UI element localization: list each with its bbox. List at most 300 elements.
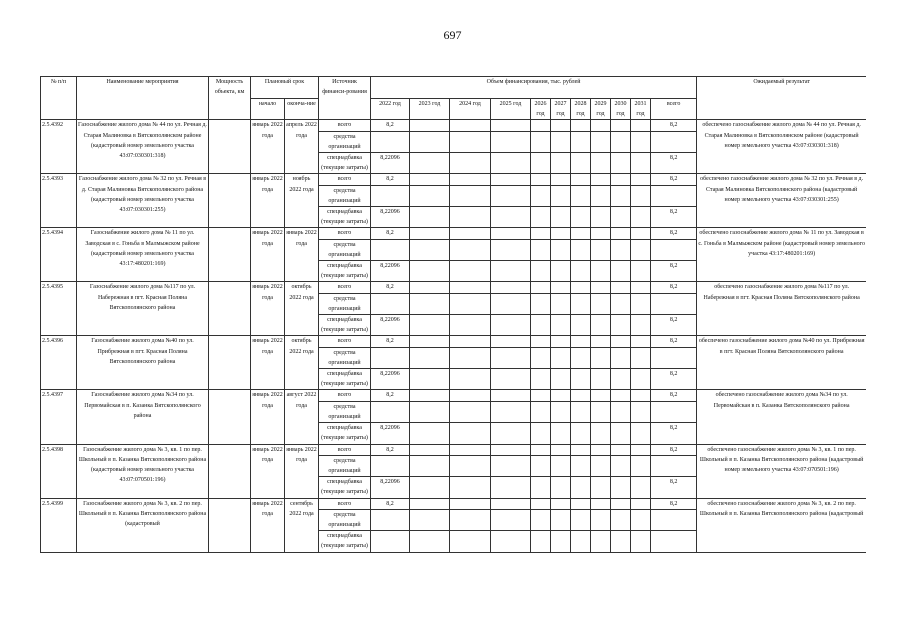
header-volume: Объем финансирования, тыс. рублей	[371, 77, 697, 99]
value-2022: 8,2	[371, 336, 410, 347]
source-org: средства организаций	[319, 509, 371, 530]
row-power	[209, 120, 251, 174]
row-power	[209, 228, 251, 282]
empty-cell	[591, 369, 611, 390]
empty-cell	[531, 401, 551, 422]
source-special: спецнадбавка (текущие затраты)	[319, 207, 371, 228]
value-2022: 8,22096	[371, 369, 410, 390]
empty-cell	[631, 131, 651, 152]
row-result: обеспечено газоснабжение жилого дома № 44 по ул. Речная д. Старая Малиновка в Вятскополянском районе (кадастровый номер земельного участка 43:07:030301:318)	[697, 120, 866, 174]
empty-cell	[410, 347, 450, 368]
empty-cell	[450, 336, 491, 347]
empty-cell	[531, 509, 551, 530]
row-power	[209, 390, 251, 444]
empty-cell	[571, 207, 591, 228]
empty-cell	[450, 455, 491, 476]
table-row	[41, 174, 867, 185]
empty-cell	[551, 498, 571, 509]
value-2022: 8,22096	[371, 207, 410, 228]
empty-cell	[531, 444, 551, 455]
empty-cell	[410, 185, 450, 206]
page-number: 697	[443, 28, 462, 42]
empty-cell	[551, 207, 571, 228]
empty-cell	[551, 261, 571, 282]
empty-cell	[371, 347, 410, 368]
header-year: 2031 год	[631, 99, 651, 120]
value-sum: 8,2	[651, 390, 697, 401]
empty-cell	[450, 185, 491, 206]
empty-cell	[551, 282, 571, 293]
empty-cell	[631, 531, 651, 552]
source-special: спецнадбавка (текущие затраты)	[319, 531, 371, 552]
empty-cell	[450, 207, 491, 228]
row-name: Газоснабжение жилого дома №40 по ул. Прибрежная в пгт. Красная Поляна Вятскополянского района	[77, 336, 209, 390]
empty-cell	[491, 444, 531, 455]
row-result: обеспечено газоснабжение жилого дома №40 по ул. Прибрежная в пгт. Красная Поляна Вятскополянского района	[697, 336, 866, 390]
empty-cell	[571, 477, 591, 498]
empty-cell	[551, 336, 571, 347]
empty-cell	[591, 261, 611, 282]
header-start: начало	[251, 99, 285, 120]
source-total: всего	[319, 336, 371, 347]
empty-cell	[531, 185, 551, 206]
empty-cell	[450, 401, 491, 422]
empty-cell	[611, 228, 631, 239]
row-end: ноябрь 2022 года	[285, 174, 319, 228]
empty-cell	[531, 174, 551, 185]
row-start: январь 2022 года	[251, 120, 285, 174]
row-power	[209, 498, 251, 552]
row-start: январь 2022 года	[251, 498, 285, 552]
empty-cell	[410, 401, 450, 422]
value-2022: 8,2	[371, 498, 410, 509]
value-sum: 8,2	[651, 228, 697, 239]
value-2022: 8,2	[371, 228, 410, 239]
empty-cell	[591, 207, 611, 228]
source-org: средства организаций	[319, 347, 371, 368]
empty-cell	[410, 239, 450, 260]
empty-cell	[491, 509, 531, 530]
empty-cell	[551, 369, 571, 390]
source-special: спецнадбавка (текущие затраты)	[319, 477, 371, 498]
empty-cell	[631, 498, 651, 509]
empty-cell	[611, 477, 631, 498]
source-special: спецнадбавка (текущие затраты)	[319, 423, 371, 444]
header-year: 2023 год	[410, 99, 450, 120]
empty-cell	[531, 531, 551, 552]
row-end: январь 2022 года	[285, 444, 319, 498]
value-sum: 8,2	[651, 282, 697, 293]
empty-cell	[491, 185, 531, 206]
empty-cell	[531, 153, 551, 174]
empty-cell	[450, 282, 491, 293]
value-2022: 8,2	[371, 390, 410, 401]
empty-cell	[450, 390, 491, 401]
empty-cell	[631, 455, 651, 476]
row-name: Газоснабжение жилого дома № 44 по ул. Речная д. Старая Малиновка в Вятскополянском районе (кадастровый номер земельного участка 43:07:030301:318)	[77, 120, 209, 174]
source-total: всего	[319, 282, 371, 293]
row-number: 2.5.4397	[41, 390, 77, 444]
value-sum: 8,2	[651, 369, 697, 390]
empty-cell	[631, 390, 651, 401]
source-org: средства организаций	[319, 401, 371, 422]
empty-cell	[631, 369, 651, 390]
empty-cell	[491, 336, 531, 347]
source-special: спецнадбавка (текущие затраты)	[319, 153, 371, 174]
empty-cell	[450, 131, 491, 152]
empty-cell	[491, 390, 531, 401]
row-result: обеспечено газоснабжение жилого дома №34 по ул. Первомайская в п. Казанка Вятскополянского района	[697, 390, 866, 444]
empty-cell	[531, 228, 551, 239]
empty-cell	[631, 120, 651, 131]
row-start: январь 2022 года	[251, 444, 285, 498]
value-2022: 8,22096	[371, 423, 410, 444]
value-sum: 8,2	[651, 261, 697, 282]
empty-cell	[631, 261, 651, 282]
empty-cell	[631, 509, 651, 530]
empty-cell	[531, 207, 551, 228]
empty-cell	[551, 477, 571, 498]
empty-cell	[410, 390, 450, 401]
value-sum: 8,2	[651, 174, 697, 185]
empty-cell	[651, 347, 697, 368]
value-2022: 8,2	[371, 444, 410, 455]
empty-cell	[410, 207, 450, 228]
row-end: август 2022 года	[285, 390, 319, 444]
empty-cell	[611, 444, 631, 455]
empty-cell	[631, 444, 651, 455]
row-result: обеспечено газоснабжение жилого дома № 11 по ул. Заводская в с. Гоньба в Малмыжском районе (кадастровый номер земельного участка 43:17:480201:169)	[697, 228, 866, 282]
empty-cell	[631, 293, 651, 314]
table-row	[41, 444, 867, 455]
row-start: январь 2022 года	[251, 336, 285, 390]
empty-cell	[571, 261, 591, 282]
value-sum: 8,2	[651, 315, 697, 336]
empty-cell	[611, 498, 631, 509]
empty-cell	[410, 174, 450, 185]
value-sum: 8,2	[651, 477, 697, 498]
row-result: обеспечено газоснабжение жилого дома № 3, кв. 1 по пер. Школьный в п. Казанка Вятскополянского района (кадастровый номер земельного участка 43:07:070501:196)	[697, 444, 866, 498]
table-row	[41, 120, 867, 131]
empty-cell	[410, 423, 450, 444]
empty-cell	[571, 282, 591, 293]
row-end: январь 2022 года	[285, 228, 319, 282]
empty-cell	[611, 401, 631, 422]
table-row	[41, 282, 867, 293]
empty-cell	[531, 282, 551, 293]
empty-cell	[631, 207, 651, 228]
row-result: обеспечено газоснабжение жилого дома № 3, кв. 2 по пер. Школьный в п. Казанка Вятскополянского района (кадастровый	[697, 498, 866, 552]
value-2022: 8,22096	[371, 153, 410, 174]
value-sum: 8,2	[651, 498, 697, 509]
empty-cell	[591, 336, 611, 347]
empty-cell	[491, 315, 531, 336]
empty-cell	[551, 509, 571, 530]
empty-cell	[591, 509, 611, 530]
table-header	[41, 77, 867, 120]
empty-cell	[631, 347, 651, 368]
empty-cell	[631, 477, 651, 498]
empty-cell	[611, 174, 631, 185]
header-year: 2029 год	[591, 99, 611, 120]
empty-cell	[371, 455, 410, 476]
row-power	[209, 336, 251, 390]
empty-cell	[450, 444, 491, 455]
table-row	[41, 228, 867, 239]
empty-cell	[491, 423, 531, 444]
empty-cell	[591, 131, 611, 152]
empty-cell	[371, 293, 410, 314]
row-number: 2.5.4398	[41, 444, 77, 498]
empty-cell	[611, 531, 631, 552]
empty-cell	[531, 347, 551, 368]
empty-cell	[450, 293, 491, 314]
empty-cell	[450, 239, 491, 260]
row-number: 2.5.4396	[41, 336, 77, 390]
empty-cell	[551, 423, 571, 444]
empty-cell	[410, 444, 450, 455]
empty-cell	[651, 293, 697, 314]
empty-cell	[591, 185, 611, 206]
empty-cell	[551, 153, 571, 174]
empty-cell	[531, 120, 551, 131]
empty-cell	[531, 498, 551, 509]
value-2022: 8,2	[371, 282, 410, 293]
empty-cell	[651, 239, 697, 260]
empty-cell	[410, 531, 450, 552]
empty-cell	[371, 131, 410, 152]
empty-cell	[611, 369, 631, 390]
empty-cell	[551, 293, 571, 314]
empty-cell	[450, 347, 491, 368]
value-sum	[651, 531, 697, 552]
header-end: оконча-ние	[285, 99, 319, 120]
source-org: средства организаций	[319, 185, 371, 206]
empty-cell	[410, 315, 450, 336]
empty-cell	[611, 282, 631, 293]
empty-cell	[410, 120, 450, 131]
header-year: 2030 год	[611, 99, 631, 120]
empty-cell	[591, 315, 611, 336]
empty-cell	[491, 239, 531, 260]
empty-cell	[491, 347, 531, 368]
empty-cell	[410, 498, 450, 509]
row-end: сентябрь 2022 года	[285, 498, 319, 552]
empty-cell	[491, 282, 531, 293]
header-power: Мощность объекта, км	[209, 77, 251, 120]
empty-cell	[611, 239, 631, 260]
header-num: № п/п	[41, 77, 77, 120]
empty-cell	[571, 423, 591, 444]
empty-cell	[571, 455, 591, 476]
empty-cell	[631, 228, 651, 239]
source-total: всего	[319, 228, 371, 239]
header-source: Источник финанси-рования	[319, 77, 371, 120]
source-special: спецнадбавка (текущие затраты)	[319, 369, 371, 390]
empty-cell	[410, 336, 450, 347]
empty-cell	[571, 293, 591, 314]
empty-cell	[611, 455, 631, 476]
empty-cell	[410, 153, 450, 174]
empty-cell	[591, 477, 611, 498]
empty-cell	[551, 315, 571, 336]
value-2022	[371, 531, 410, 552]
empty-cell	[571, 531, 591, 552]
empty-cell	[450, 315, 491, 336]
financing-table	[40, 76, 866, 553]
empty-cell	[450, 509, 491, 530]
row-number: 2.5.4394	[41, 228, 77, 282]
empty-cell	[371, 185, 410, 206]
empty-cell	[591, 390, 611, 401]
empty-cell	[371, 239, 410, 260]
empty-cell	[591, 153, 611, 174]
empty-cell	[450, 369, 491, 390]
row-name: Газоснабжение жилого дома №117 по ул. Набережная в пгт. Красная Поляна Вятскополянского района	[77, 282, 209, 336]
empty-cell	[611, 153, 631, 174]
header-year: 2025 год	[491, 99, 531, 120]
source-total: всего	[319, 120, 371, 131]
empty-cell	[571, 174, 591, 185]
source-special: спецнадбавка (текущие затраты)	[319, 315, 371, 336]
empty-cell	[531, 239, 551, 260]
empty-cell	[531, 390, 551, 401]
empty-cell	[591, 455, 611, 476]
empty-cell	[591, 282, 611, 293]
empty-cell	[531, 423, 551, 444]
value-2022: 8,2	[371, 174, 410, 185]
row-start: январь 2022 года	[251, 174, 285, 228]
empty-cell	[571, 228, 591, 239]
empty-cell	[551, 455, 571, 476]
empty-cell	[410, 282, 450, 293]
empty-cell	[531, 369, 551, 390]
row-end: октябрь 2022 года	[285, 336, 319, 390]
empty-cell	[591, 401, 611, 422]
table-body	[41, 120, 867, 552]
empty-cell	[571, 401, 591, 422]
source-org: средства организаций	[319, 455, 371, 476]
empty-cell	[591, 498, 611, 509]
empty-cell	[611, 261, 631, 282]
empty-cell	[591, 293, 611, 314]
row-name: Газоснабжение жилого дома № 3, кв. 1 по пер. Школьный в п. Казанка Вятскополянского района (кадастровый номер земельного участка 43:07:070501:196)	[77, 444, 209, 498]
empty-cell	[631, 185, 651, 206]
empty-cell	[591, 347, 611, 368]
value-sum: 8,2	[651, 423, 697, 444]
header-name: Наименование мероприятия	[77, 77, 209, 120]
empty-cell	[491, 228, 531, 239]
empty-cell	[551, 390, 571, 401]
empty-cell	[631, 423, 651, 444]
empty-cell	[651, 401, 697, 422]
empty-cell	[491, 531, 531, 552]
source-total: всего	[319, 390, 371, 401]
empty-cell	[450, 174, 491, 185]
table-row	[41, 390, 867, 401]
empty-cell	[611, 390, 631, 401]
row-number: 2.5.4392	[41, 120, 77, 174]
empty-cell	[491, 131, 531, 152]
empty-cell	[410, 131, 450, 152]
empty-cell	[591, 228, 611, 239]
empty-cell	[531, 131, 551, 152]
empty-cell	[450, 120, 491, 131]
header-year: 2026 год	[531, 99, 551, 120]
row-start: январь 2022 года	[251, 228, 285, 282]
empty-cell	[551, 347, 571, 368]
empty-cell	[651, 509, 697, 530]
empty-cell	[491, 261, 531, 282]
empty-cell	[531, 455, 551, 476]
empty-cell	[611, 315, 631, 336]
header-year: 2028 год	[571, 99, 591, 120]
empty-cell	[631, 401, 651, 422]
empty-cell	[410, 509, 450, 530]
empty-cell	[450, 423, 491, 444]
empty-cell	[410, 228, 450, 239]
source-org: средства организаций	[319, 131, 371, 152]
source-org: средства организаций	[319, 239, 371, 260]
value-sum: 8,2	[651, 336, 697, 347]
empty-cell	[410, 369, 450, 390]
empty-cell	[491, 153, 531, 174]
row-name: Газоснабжение жилого дома № 3, кв. 2 по пер. Школьный в п. Казанка Вятскополянского района (кадастровый	[77, 498, 209, 552]
empty-cell	[531, 315, 551, 336]
value-2022: 8,2	[371, 120, 410, 131]
source-org: средства организаций	[319, 293, 371, 314]
empty-cell	[571, 336, 591, 347]
empty-cell	[651, 185, 697, 206]
empty-cell	[551, 185, 571, 206]
value-2022: 8,22096	[371, 477, 410, 498]
row-name: Газоснабжение жилого дома №34 по ул. Первомайская в п. Казанка Вятскополянского района	[77, 390, 209, 444]
row-number: 2.5.4395	[41, 282, 77, 336]
header-total: всего	[651, 99, 697, 120]
empty-cell	[371, 509, 410, 530]
empty-cell	[531, 293, 551, 314]
row-name: Газоснабжение жилого дома № 11 по ул. Заводская в с. Гоньба в Малмыжском районе (кадастровый номер земельного участка 43:17:480201:169)	[77, 228, 209, 282]
empty-cell	[591, 239, 611, 260]
empty-cell	[410, 477, 450, 498]
empty-cell	[571, 120, 591, 131]
empty-cell	[611, 120, 631, 131]
value-sum: 8,2	[651, 207, 697, 228]
empty-cell	[491, 455, 531, 476]
empty-cell	[611, 185, 631, 206]
empty-cell	[491, 293, 531, 314]
empty-cell	[591, 174, 611, 185]
empty-cell	[571, 153, 591, 174]
empty-cell	[450, 531, 491, 552]
empty-cell	[491, 174, 531, 185]
empty-cell	[551, 239, 571, 260]
empty-cell	[611, 131, 631, 152]
empty-cell	[491, 477, 531, 498]
empty-cell	[571, 185, 591, 206]
row-end: октябрь 2022 года	[285, 282, 319, 336]
empty-cell	[591, 120, 611, 131]
empty-cell	[631, 282, 651, 293]
empty-cell	[631, 153, 651, 174]
source-total: всего	[319, 444, 371, 455]
empty-cell	[591, 531, 611, 552]
source-total: всего	[319, 498, 371, 509]
empty-cell	[611, 347, 631, 368]
empty-cell	[611, 509, 631, 530]
source-special: спецнадбавка (текущие затраты)	[319, 261, 371, 282]
empty-cell	[571, 239, 591, 260]
